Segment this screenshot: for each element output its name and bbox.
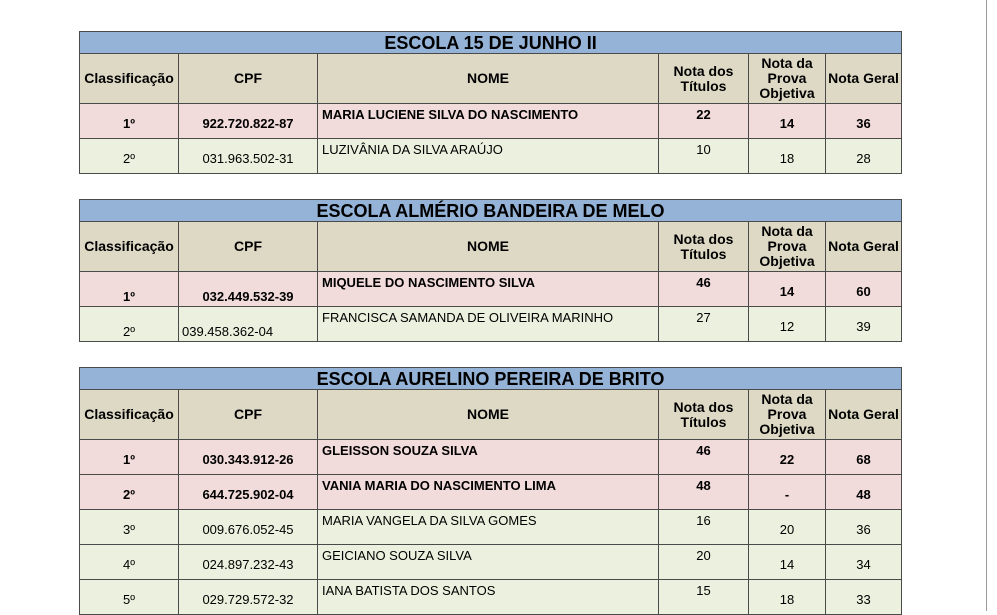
- cell-prova: 14: [749, 545, 826, 580]
- cell-cpf: 029.729.572-32: [179, 580, 318, 615]
- cell-prova: 18: [749, 580, 826, 615]
- cell-titulos: 46: [659, 440, 749, 475]
- table-row: [80, 139, 902, 174]
- table-row: [80, 510, 902, 545]
- header-cpf: CPF: [179, 54, 318, 104]
- header-geral: Nota Geral: [826, 222, 902, 272]
- cell-geral: 68: [826, 440, 902, 475]
- school-table-3: [79, 367, 902, 615]
- cell-titulos: 48: [659, 475, 749, 510]
- cell-classificacao: 5º: [80, 580, 179, 615]
- school-title: ESCOLA ALMÉRIO BANDEIRA DE MELO: [80, 200, 902, 222]
- header-prova: Nota da Prova Objetiva: [749, 54, 826, 104]
- cell-cpf: 024.897.232-43: [179, 545, 318, 580]
- cell-cpf: 039.458.362-04: [179, 307, 318, 342]
- cell-cpf: 030.343.912-26: [179, 440, 318, 475]
- table-row: [80, 104, 902, 139]
- cell-nome: LUZIVÂNIA DA SILVA ARAÚJO: [318, 139, 659, 174]
- header-prova: Nota da Prova Objetiva: [749, 222, 826, 272]
- cell-nome: FRANCISCA SAMANDA DE OLIVEIRA MARINHO: [318, 307, 659, 342]
- cell-cpf: 009.676.052-45: [179, 510, 318, 545]
- table-row: [80, 440, 902, 475]
- cell-prova: 18: [749, 139, 826, 174]
- cell-nome: GLEISSON SOUZA SILVA: [318, 440, 659, 475]
- header-titulos: Nota dos Títulos: [659, 54, 749, 104]
- cell-nome: MARIA LUCIENE SILVA DO NASCIMENTO: [318, 104, 659, 139]
- cell-geral: 34: [826, 545, 902, 580]
- cell-cpf: 031.963.502-31: [179, 139, 318, 174]
- cell-titulos: 22: [659, 104, 749, 139]
- cell-nome: MARIA VANGELA DA SILVA GOMES: [318, 510, 659, 545]
- table-row: [80, 545, 902, 580]
- header-nome: NOME: [318, 54, 659, 104]
- header-prova: Nota da Prova Objetiva: [749, 390, 826, 440]
- school-table-1: [79, 31, 902, 174]
- cell-geral: 36: [826, 510, 902, 545]
- cell-prova: 22: [749, 440, 826, 475]
- cell-nome: MIQUELE DO NASCIMENTO SILVA: [318, 272, 659, 307]
- cell-cpf: 644.725.902-04: [179, 475, 318, 510]
- header-cpf: CPF: [179, 390, 318, 440]
- header-cpf: CPF: [179, 222, 318, 272]
- cell-geral: 36: [826, 104, 902, 139]
- cell-cpf: 032.449.532-39: [179, 272, 318, 307]
- cell-nome: GEICIANO SOUZA SILVA: [318, 545, 659, 580]
- cell-nome: VANIA MARIA DO NASCIMENTO LIMA: [318, 475, 659, 510]
- cell-classificacao: 2º: [80, 475, 179, 510]
- cell-geral: 33: [826, 580, 902, 615]
- cell-geral: 48: [826, 475, 902, 510]
- header-titulos: Nota dos Títulos: [659, 222, 749, 272]
- cell-nome: IANA BATISTA DOS SANTOS: [318, 580, 659, 615]
- header-classificacao: Classificação: [80, 390, 179, 440]
- header-classificacao: Classificação: [80, 54, 179, 104]
- cell-titulos: 27: [659, 307, 749, 342]
- header-geral: Nota Geral: [826, 54, 902, 104]
- cell-prova: 14: [749, 104, 826, 139]
- cell-geral: 39: [826, 307, 902, 342]
- cell-titulos: 16: [659, 510, 749, 545]
- cell-prova: -: [749, 475, 826, 510]
- cell-titulos: 20: [659, 545, 749, 580]
- cell-prova: 20: [749, 510, 826, 545]
- table-row: [80, 272, 902, 307]
- page-edge: [986, 0, 987, 611]
- cell-classificacao: 3º: [80, 510, 179, 545]
- header-classificacao: Classificação: [80, 222, 179, 272]
- cell-prova: 12: [749, 307, 826, 342]
- header-nome: NOME: [318, 390, 659, 440]
- cell-classificacao: 2º: [80, 307, 179, 342]
- school-table-2: [79, 199, 902, 342]
- cell-titulos: 46: [659, 272, 749, 307]
- header-titulos: Nota dos Títulos: [659, 390, 749, 440]
- cell-classificacao: 1º: [80, 440, 179, 475]
- school-title: ESCOLA AURELINO PEREIRA DE BRITO: [80, 368, 902, 390]
- cell-geral: 28: [826, 139, 902, 174]
- cell-titulos: 10: [659, 139, 749, 174]
- cell-geral: 60: [826, 272, 902, 307]
- table-row: [80, 580, 902, 615]
- cell-classificacao: 4º: [80, 545, 179, 580]
- header-geral: Nota Geral: [826, 390, 902, 440]
- cell-classificacao: 1º: [80, 272, 179, 307]
- cell-cpf: 922.720.822-87: [179, 104, 318, 139]
- cell-titulos: 15: [659, 580, 749, 615]
- cell-prova: 14: [749, 272, 826, 307]
- header-nome: NOME: [318, 222, 659, 272]
- school-title: ESCOLA 15 DE JUNHO II: [80, 32, 902, 54]
- table-row: [80, 475, 902, 510]
- cell-classificacao: 2º: [80, 139, 179, 174]
- table-row: [80, 307, 902, 342]
- cell-classificacao: 1º: [80, 104, 179, 139]
